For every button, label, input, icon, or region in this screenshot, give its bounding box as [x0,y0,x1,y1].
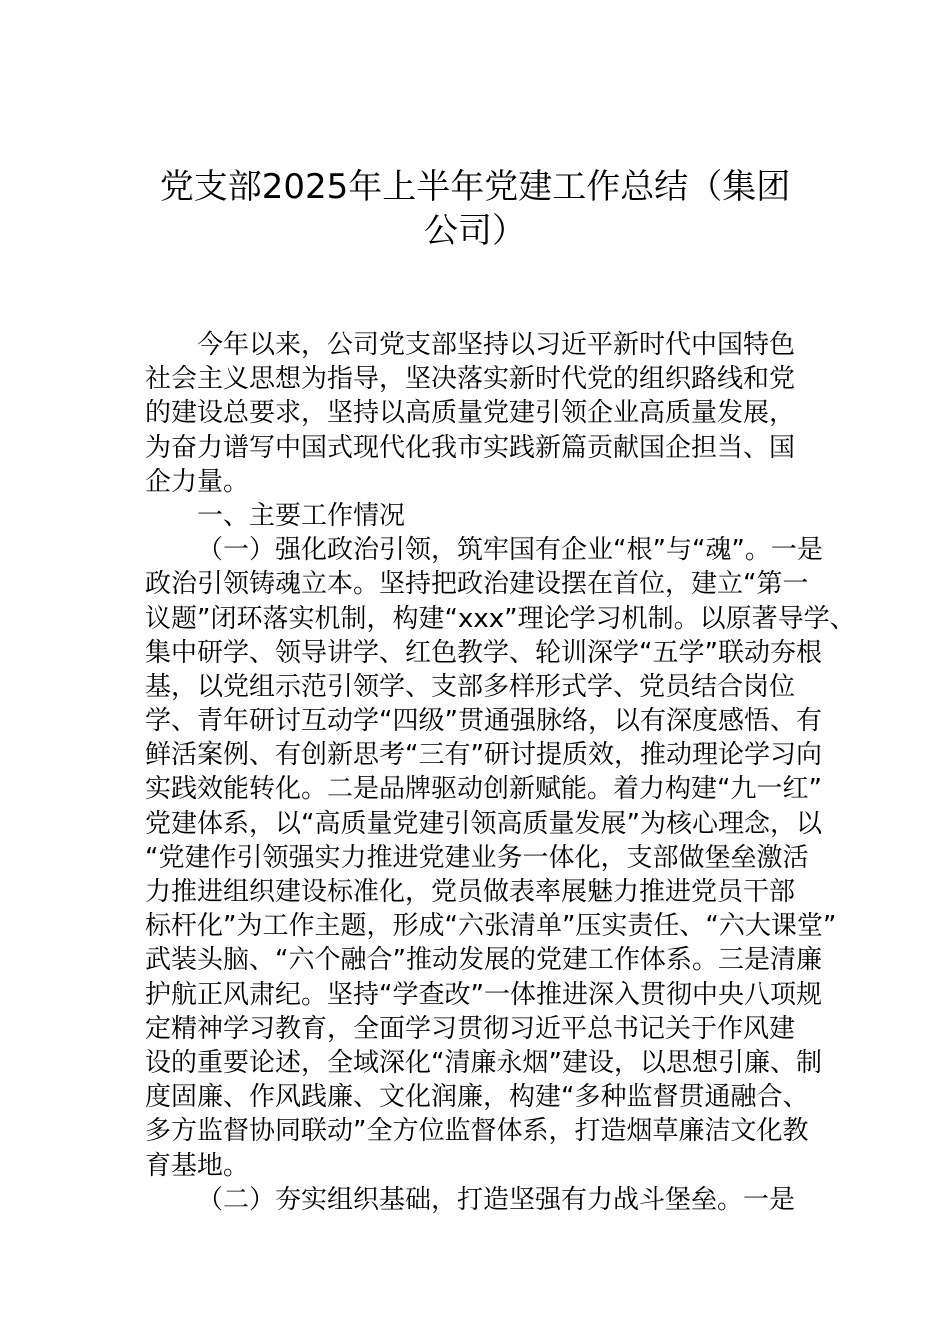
document-body [145,328,856,1217]
body-line: 标杆化”为工作主题，形成“六张清单”压实责任、“六大课堂” [145,911,837,942]
body-line: 社会主义思想为指导，坚决落实新时代党的组织路线和党 [145,364,796,395]
body-line: （一）强化政治引领，筑牢国有企业“根”与“魂”。一是 [197,535,823,566]
body-line: 为奋力谱写中国式现代化我市实践新篇贡献国企担当、国 [145,432,796,463]
body-line: 基，以党组示范引领学、支部多样形式学、党员结合岗位 [145,671,796,702]
body-line: 鲜活案例、有创新思考“三有”研讨提质效，推动理论学习向 [145,740,822,771]
body-line: 定精神学习教育，全面学习贯彻习近平总书记关于作风建 [145,1013,796,1044]
body-line: 武装头脑、“六个融合”推动发展的党建工作体系。三是清廉 [145,945,822,976]
body-line: 集中研学、领导讲学、红色教学、轮训深学“五学”联动夯根 [145,637,822,668]
document-title-line-2: 公司） [424,211,526,251]
body-line: 议题”闭环落实机制，构建“xxx”理论学习机制。以原著导学、 [145,603,856,634]
document-title-line-1: 党支部2025年上半年党建工作总结（集团 [159,167,791,207]
body-line: 政治引领铸魂立本。坚持把政治建设摆在首位，建立“第一 [145,569,809,600]
body-line: 的建设总要求，坚持以高质量党建引领企业高质量发展， [145,398,796,429]
body-line: 护航正风肃纪。坚持“学查改”一体推进深入贯彻中央八项规 [145,979,822,1010]
body-line: 党建体系，以“高质量党建引领高质量发展”为核心理念，以 [145,808,822,839]
body-line: 学、青年研讨互动学“四级”贯通强脉络，以有深度感悟、有 [145,706,822,737]
body-line: 多方监督协同联动”全方位监督体系，打造烟草廉洁文化教 [145,1116,809,1147]
body-line: 实践效能转化。二是品牌驱动创新赋能。着力构建“九一红” [145,774,822,805]
body-line: （二）夯实组织基础，打造坚强有力战斗堡垒。一是 [197,1184,796,1215]
body-line: “党建作引领强实力推进党建业务一体化，支部做堡垒激活 [145,842,809,873]
body-line: 一、主要工作情况 [197,500,406,531]
body-line: 设的重要论述，全域深化“清廉永烟”建设，以思想引廉、制 [145,1047,822,1078]
body-line: 今年以来，公司党支部坚持以习近平新时代中国特色 [197,330,796,360]
body-line: 度固廉、作风践廉、文化润廉，构建“多种监督贯通融合、 [145,1082,809,1113]
body-line: 力推进组织建设标准化，党员做表率展魅力推进党员干部 [145,877,796,907]
body-line: 企力量。 [145,466,250,497]
body-line: 育基地。 [145,1150,250,1181]
